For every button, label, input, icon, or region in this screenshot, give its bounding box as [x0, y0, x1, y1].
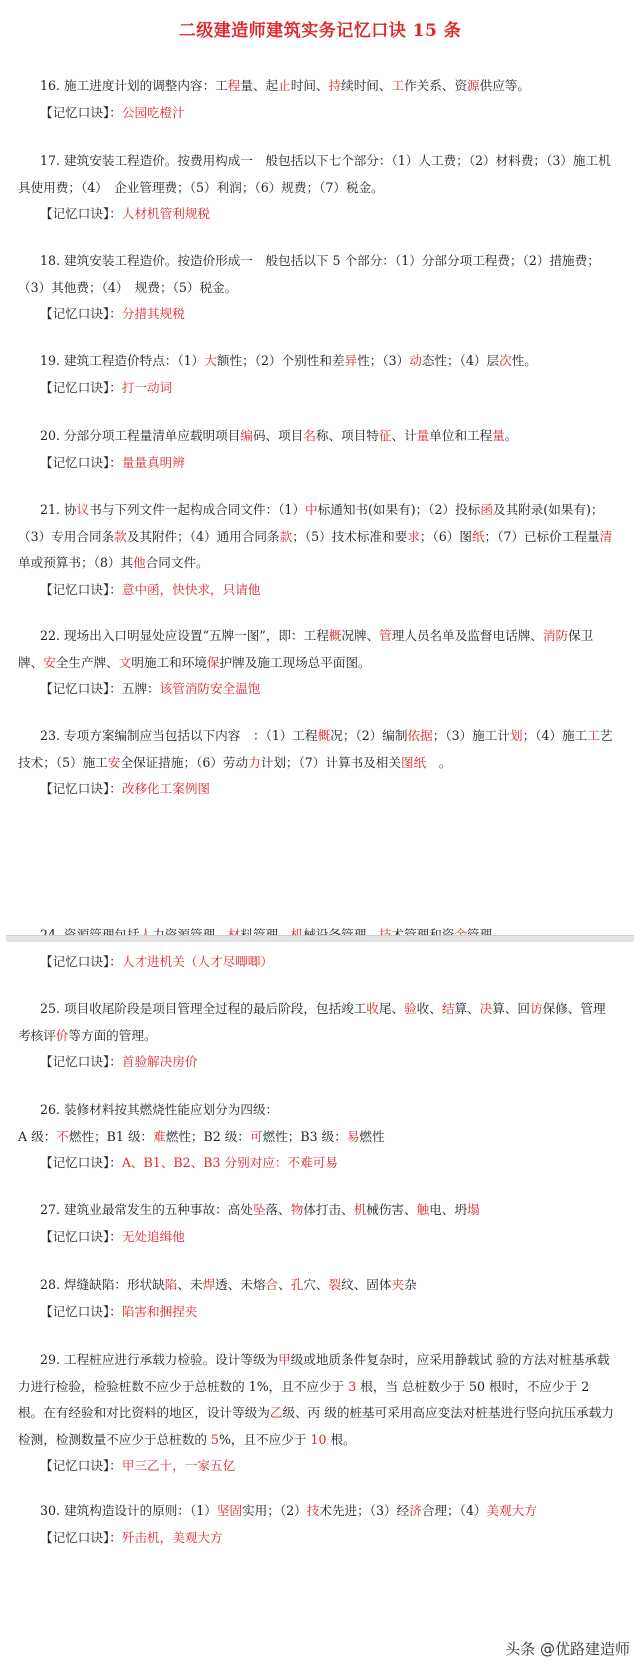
- mnemonic-line: [18, 450, 618, 477]
- text-run: 16. 施工进度计划的调整内容：工: [40, 78, 228, 93]
- text-run: 况牌、: [341, 628, 380, 643]
- highlight-char: 3: [348, 1378, 357, 1394]
- highlight-char: 不: [56, 1128, 69, 1144]
- text-run: 时间、: [290, 78, 329, 93]
- mnemonic-label: 【记忆口诀】：: [40, 206, 122, 221]
- entry-text: [18, 996, 618, 1049]
- text-run: 、未: [177, 1277, 203, 1292]
- mnemonic-line: [18, 1453, 618, 1480]
- entry-text: [18, 623, 618, 676]
- text-run: 17. 建筑安装工程造价。按费用构成一 般包括以下七个部分：（1）人工费；（2）材料费；（3）施工机具使用费；（4） 企业管理费；（5）利润；（6）规费；（7）税金。: [18, 153, 611, 195]
- highlight-char: 依据: [407, 728, 433, 743]
- highlight-char: 孔: [290, 1277, 304, 1292]
- entry-29: [18, 1347, 618, 1480]
- entry-text: [18, 73, 618, 100]
- entry-text: [18, 348, 618, 375]
- text-run: 量、起: [240, 78, 279, 93]
- text-run: 22. 现场出入口明显处应设置“五牌一图”，即：工程: [40, 628, 329, 643]
- entry-28: [18, 1272, 618, 1325]
- entry-24: [18, 922, 618, 975]
- page-title: 二级建造师建筑实务记忆口诀 15 条: [178, 21, 462, 41]
- highlight-char: 可: [249, 1128, 263, 1144]
- highlight-char: 机: [353, 1202, 367, 1217]
- page-divider: [6, 935, 634, 942]
- entry-text: [18, 1498, 618, 1525]
- text-run: 体打击、: [303, 1202, 354, 1217]
- text-run: 穴、: [303, 1277, 329, 1292]
- text-run: 及其附录(如果有)；（3）专用合同条: [18, 502, 604, 544]
- entry-19: [18, 348, 618, 401]
- text-run: 全保证措施；（6）劳动: [120, 754, 249, 770]
- highlight-char: 焊: [202, 1277, 216, 1292]
- highlight-char: 人材机管利规税: [121, 206, 211, 221]
- entry-21: [18, 497, 618, 603]
- text-run: 18. 建筑安装工程造价。按造价形成一 般包括以下 5 个部分：（1）分部分项工程费；（2）措施费；（3）其他费；（4） 规费；（5）税金。: [18, 253, 600, 295]
- highlight-char: 歼击机，美观大方: [121, 1529, 223, 1545]
- highlight-char: 塌: [467, 1202, 480, 1217]
- entry-text: [18, 1272, 618, 1299]
- highlight-char: 美观大方: [486, 1503, 537, 1518]
- entry-text: [18, 497, 618, 577]
- text-run: 燃性；B1 级：: [68, 1128, 154, 1144]
- highlight-char: 公园吃橙汁: [121, 104, 185, 120]
- highlight-char: 文: [118, 654, 132, 670]
- text-run: 27. 建筑业最常发生的五种事故：高处: [40, 1202, 253, 1217]
- text-run: 级或地质条件复杂时，应采用静载试 验的方法对桩基承载力进行检验，检验桩数不应少于总桩数的 1%，且不应少于: [18, 1352, 610, 1394]
- text-run: 燃性；B2 级：: [165, 1128, 250, 1144]
- text-run: 等方面的管理。: [68, 1027, 157, 1043]
- highlight-char: 难: [153, 1128, 166, 1144]
- highlight-char: 清: [599, 528, 613, 544]
- mnemonic-label: 【记忆口诀】：: [40, 681, 122, 696]
- mnemonic-label: 【记忆口诀】：: [40, 306, 122, 321]
- highlight-char: 易: [346, 1128, 360, 1144]
- highlight-char: A、B1、B2、B3 分别对应：不难可易: [121, 1155, 338, 1170]
- text-run: 根。: [326, 1431, 356, 1447]
- text-run: 理人员名单及监督电话牌、: [391, 628, 543, 643]
- highlight-char: 纸: [471, 528, 485, 544]
- entry-27: [18, 1197, 618, 1250]
- mnemonic-label: 【记忆口诀】：: [40, 379, 122, 395]
- highlight-char: 裂: [328, 1277, 342, 1292]
- text-run: 态性；（4）层: [421, 353, 500, 368]
- highlight-char: 结: [441, 1001, 455, 1016]
- text-run: 术先进；（3）经: [319, 1503, 410, 1518]
- highlight-char: 中: [305, 502, 318, 517]
- text-run: 级、丙 级的桩基可采用高应变法对桩基进行竖向抗压承载力检测，检测数量不应少于总桩数的: [18, 1405, 614, 1447]
- text-run: 况；（2）编制: [330, 728, 408, 743]
- text-run: 艺技术；（5）施工: [18, 728, 613, 770]
- text-run: ；（3）施工计: [432, 728, 510, 743]
- highlight-char: 合: [265, 1277, 279, 1292]
- mnemonic-line: [18, 301, 618, 328]
- entry-text: [18, 723, 618, 776]
- text-run: 尾、: [378, 1001, 405, 1016]
- mnemonic-label: 【记忆口诀】：: [40, 1458, 122, 1473]
- text-run: 称、项目特: [315, 428, 379, 443]
- mnemonic-line: [18, 1049, 618, 1076]
- text-run: 收、: [416, 1001, 442, 1016]
- text-run: 电、坍: [429, 1202, 468, 1217]
- highlight-char: 决: [479, 1001, 493, 1016]
- highlight-char: 验: [404, 1001, 417, 1016]
- highlight-char: 编: [240, 428, 253, 443]
- text-run: 透、未熔: [215, 1277, 266, 1292]
- entry-text-line2: [18, 1124, 618, 1151]
- text-run: 落、: [265, 1202, 291, 1217]
- mnemonic-line: [18, 100, 618, 127]
- text-run: ；（4）施工: [522, 728, 588, 743]
- highlight-char: 动: [409, 353, 422, 368]
- watermark: [505, 1636, 630, 1662]
- entry-26: [18, 1097, 618, 1177]
- highlight-char: 量: [492, 428, 505, 443]
- highlight-char: 甲三乙十，一家五亿: [121, 1458, 236, 1473]
- text-run: %，且不应少于: [218, 1431, 311, 1447]
- text-run: 算、回: [492, 1001, 531, 1016]
- entry-text: [18, 423, 618, 450]
- mnemonic-label: 【记忆口诀】：: [40, 781, 122, 796]
- highlight-char: 议: [76, 502, 90, 517]
- highlight-char: 价: [55, 1027, 69, 1043]
- highlight-char: 物: [290, 1202, 304, 1217]
- mnemonic-line: [18, 201, 618, 228]
- mnemonic-label: 【记忆口诀】：: [40, 581, 122, 597]
- text-run: 书与下列文件一起构成合同文件：（1）: [89, 502, 306, 517]
- highlight-char: 收: [366, 1001, 379, 1016]
- text-run: 单或预算书；（8）其: [18, 555, 134, 570]
- text-run: 29. 工程桩应进行承载力检验。设计等级为: [40, 1352, 279, 1367]
- mnemonic-label: 【记忆口诀】：: [40, 1529, 122, 1545]
- text-run: 23. 专项方案编制应当包括以下内容 ：（1）工程: [40, 728, 318, 743]
- text-run: 算、: [454, 1001, 480, 1016]
- highlight-char: 技: [306, 1503, 320, 1518]
- mnemonic-line: [18, 577, 618, 604]
- highlight-char: 款: [114, 528, 127, 544]
- highlight-char: 首验解决房价: [121, 1054, 198, 1069]
- highlight-char: 划: [509, 728, 523, 743]
- text-run: 保卫牌、: [18, 628, 594, 670]
- mnemonic-line: [18, 1150, 618, 1177]
- entry-20: [18, 423, 618, 476]
- mnemonic-label: 【记忆口诀】：: [40, 104, 122, 120]
- entry-30: [18, 1498, 618, 1551]
- text-run: 19. 建筑工程造价特点：（1）: [40, 353, 205, 368]
- highlight-char: 无处追缉他: [121, 1228, 185, 1244]
- text-run: 明施工和环境: [131, 654, 207, 670]
- text-run: 根，当 总桩数少于 50 根时，不应少于 2 根。在有经验和对比资料的地区，设计等级为: [18, 1378, 590, 1420]
- mnemonic-label: 【记忆口诀】：: [40, 953, 122, 969]
- text-run: 标通知书(如果有)；（2）投标: [317, 502, 481, 517]
- highlight-char: 意中函，快快求，只请他: [121, 581, 261, 597]
- entry-text: [18, 1197, 618, 1224]
- highlight-char: 人才进机关（人才尽唧唧）: [121, 953, 273, 969]
- entry-22: [18, 623, 618, 703]
- entry-text: [18, 1097, 618, 1124]
- text-run: 码、项目: [252, 428, 304, 443]
- text-run: 性；（3）: [357, 353, 410, 368]
- entry-text: [18, 248, 618, 301]
- highlight-char: 概: [328, 628, 342, 643]
- text-run: 合理；（4）: [421, 1503, 487, 1518]
- text-run: ；（6）图: [419, 528, 472, 544]
- text-run: 20. 分部分项工程量清单应载明项目: [40, 428, 241, 443]
- text-run: 28. 焊缝缺陷：形状缺: [40, 1277, 165, 1292]
- highlight-char: 访: [530, 1001, 543, 1016]
- text-run: 续时间、: [341, 78, 392, 93]
- text-run: 实用；（2）: [242, 1503, 307, 1518]
- text-run: 及其附件；（4）通用合同条: [126, 528, 280, 544]
- mnemonic-line: [18, 1224, 618, 1251]
- highlight-char: 款: [279, 528, 293, 544]
- highlight-char: 名: [303, 428, 316, 443]
- highlight-char: 他: [133, 555, 146, 570]
- highlight-char: 求: [407, 528, 420, 544]
- highlight-char: 量: [416, 428, 430, 443]
- highlight-char: 大: [204, 353, 217, 368]
- highlight-char: 保: [206, 654, 220, 670]
- text-run: 26. 装修材料按其燃烧性能应划分为四级：: [40, 1102, 279, 1117]
- mnemonic-line: [18, 375, 618, 402]
- highlight-char: 打一动词: [121, 379, 173, 395]
- entry-17: [18, 148, 618, 228]
- highlight-char: 量量真明辨: [121, 454, 185, 470]
- highlight-char: 乙: [269, 1405, 283, 1420]
- text-run: 单位和工程: [429, 428, 493, 443]
- text-run: 保修、管理考核评: [18, 1001, 606, 1043]
- highlight-char: 陷害和捆捏夹: [121, 1303, 198, 1319]
- text-run: 燃性；B3 级：: [262, 1128, 347, 1144]
- mnemonic-label: 【记忆口诀】：: [40, 1155, 122, 1170]
- text-run: 、: [278, 1277, 291, 1292]
- highlight-char: 安: [43, 654, 56, 670]
- watermark-prefix: 头条: [505, 1640, 536, 1658]
- highlight-char: 分措其规税: [121, 306, 185, 321]
- highlight-char: 陷: [164, 1277, 178, 1292]
- entry-23: [18, 723, 618, 803]
- text-run: 30. 建筑构造设计的原则：（1）: [40, 1503, 217, 1518]
- mnemonic-label: 【记忆口诀】：: [40, 1303, 122, 1319]
- text-run: 21. 协: [40, 502, 77, 517]
- text-run: A 级：: [18, 1128, 57, 1144]
- mnemonic-line: [18, 1525, 618, 1552]
- text-run: ；（5）技术标准和要: [292, 528, 408, 544]
- highlight-char: 夹: [391, 1277, 405, 1292]
- mnemonic-label: 【记忆口诀】：: [40, 454, 122, 470]
- highlight-char: 力: [248, 754, 261, 770]
- highlight-char: 工: [391, 78, 405, 93]
- highlight-char: 征: [378, 428, 392, 443]
- highlight-char: 次: [499, 353, 512, 368]
- text-run: 作关系、资: [404, 78, 468, 93]
- entry-16: [18, 73, 618, 126]
- text-run: 合同文件。: [145, 555, 209, 570]
- highlight-char: 10: [310, 1431, 327, 1447]
- highlight-char: 该管消防安全温饱: [159, 681, 261, 696]
- highlight-char: 触: [416, 1202, 430, 1217]
- entry-text: [18, 148, 618, 201]
- text-run: 杂: [404, 1277, 417, 1292]
- text-run: 全生产牌、: [55, 654, 119, 670]
- entry-18: [18, 248, 618, 328]
- entry-25: [18, 996, 618, 1076]
- text-run: 额性；（2）个别性和差: [216, 353, 345, 368]
- highlight-char: 函: [480, 502, 493, 517]
- text-run: 计划；（7）计算书及相关: [260, 754, 401, 770]
- mnemonic-line: [18, 676, 618, 703]
- text-run: 25. 项目收尾阶段是项目管理全过程的最后阶段，包括竣工: [40, 1001, 367, 1016]
- highlight-char: 5: [210, 1431, 219, 1447]
- highlight-char: 持: [328, 78, 342, 93]
- entry-text: [18, 1347, 618, 1453]
- text-run: 性。: [511, 353, 537, 368]
- highlight-char: 程: [227, 78, 241, 93]
- highlight-char: 异: [344, 353, 358, 368]
- highlight-char: 甲: [278, 1352, 291, 1367]
- watermark-at: @: [539, 1640, 555, 1658]
- highlight-char: 源: [467, 78, 480, 93]
- highlight-char: 概: [317, 728, 331, 743]
- text-run: 护牌及施工现场总平面图。: [219, 654, 371, 670]
- mnemonic-line: [18, 949, 618, 976]
- highlight-char: 工: [587, 728, 600, 743]
- text-run: 供应等。: [479, 78, 531, 93]
- highlight-char: 止: [278, 78, 291, 93]
- text-run: ；（7）已标价工程量: [484, 528, 600, 544]
- highlight-char: 坠: [252, 1202, 266, 1217]
- text-run: 纹、固体: [341, 1277, 392, 1292]
- watermark-name: 优路建造师: [554, 1640, 630, 1658]
- text-run: 、计: [391, 428, 417, 443]
- highlight-char: 改移化工案例图: [121, 781, 211, 796]
- text-run: 。: [426, 754, 452, 770]
- highlight-char: 安: [107, 754, 121, 770]
- text-run: 五牌：: [121, 681, 160, 696]
- mnemonic-label: 【记忆口诀】：: [40, 1054, 122, 1069]
- text-run: 燃性: [359, 1128, 385, 1144]
- mnemonic-line: [18, 776, 618, 803]
- highlight-char: 济: [409, 1503, 422, 1518]
- highlight-char: 管: [379, 628, 392, 643]
- highlight-char: 图纸: [400, 754, 427, 770]
- mnemonic-line: [18, 1299, 618, 1326]
- text-run: 。: [504, 428, 518, 443]
- highlight-char: 坚固: [216, 1503, 243, 1518]
- mnemonic-label: 【记忆口诀】：: [40, 1228, 122, 1244]
- text-run: 械伤害、: [366, 1202, 417, 1217]
- highlight-char: 消防: [542, 628, 569, 643]
